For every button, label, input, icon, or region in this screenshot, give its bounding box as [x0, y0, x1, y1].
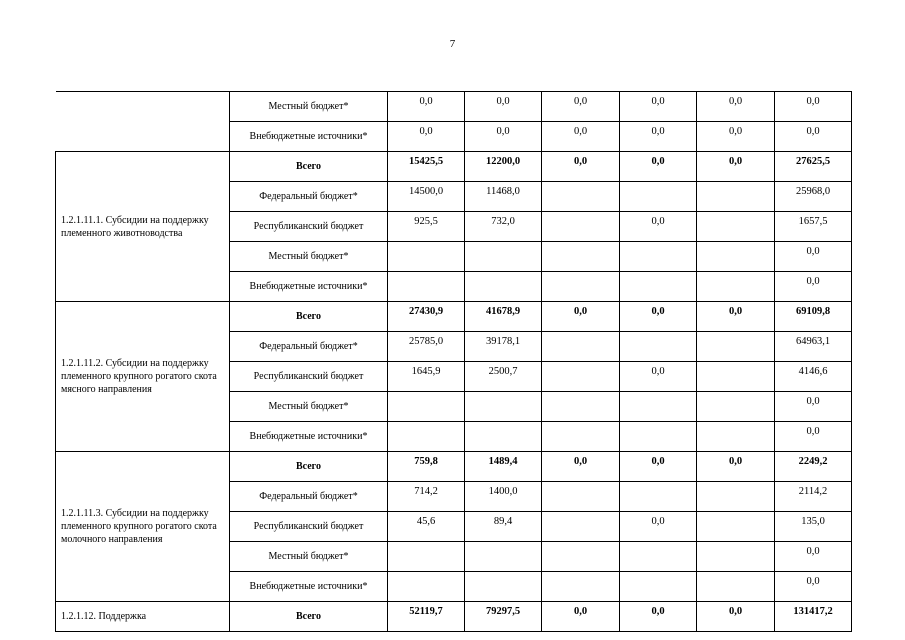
value-cell	[388, 422, 465, 452]
value-cell: 0,0	[620, 512, 697, 542]
value-cell	[465, 272, 542, 302]
value-cell	[697, 392, 775, 422]
table-row	[56, 302, 852, 332]
funding-source: Федеральный бюджет*	[230, 182, 388, 212]
value-cell	[542, 212, 620, 242]
program-name-cell: 1.2.1.11.2. Субсидии на поддержку племенного крупного рогатого скота мясного направления	[56, 302, 230, 452]
value-cell: 714,2	[388, 482, 465, 512]
value-cell	[620, 242, 697, 272]
value-cell	[620, 272, 697, 302]
value-cell	[542, 422, 620, 452]
value-cell: 0,0	[542, 92, 620, 122]
value-cell: 0,0	[620, 602, 697, 632]
funding-source: Всего	[230, 152, 388, 182]
funding-source: Всего	[230, 302, 388, 332]
table-row	[56, 152, 852, 182]
value-cell: 1645,9	[388, 362, 465, 392]
total-cell: 0,0	[775, 92, 852, 122]
value-cell: 15425,5	[388, 152, 465, 182]
funding-source: Всего	[230, 602, 388, 632]
value-cell: 0,0	[465, 122, 542, 152]
value-cell	[388, 392, 465, 422]
funding-source: Внебюджетные источники*	[230, 122, 388, 152]
value-cell	[542, 572, 620, 602]
value-cell	[388, 572, 465, 602]
value-cell: 39178,1	[465, 332, 542, 362]
value-cell: 732,0	[465, 212, 542, 242]
value-cell: 27430,9	[388, 302, 465, 332]
value-cell	[697, 332, 775, 362]
funding-source: Федеральный бюджет*	[230, 482, 388, 512]
value-cell: 0,0	[542, 122, 620, 152]
funding-source: Внебюджетные источники*	[230, 572, 388, 602]
total-cell: 69109,8	[775, 302, 852, 332]
program-name-cell: 1.2.1.12. Поддержка	[56, 602, 230, 632]
funding-source: Республиканский бюджет	[230, 212, 388, 242]
value-cell: 0,0	[465, 92, 542, 122]
value-cell: 0,0	[620, 452, 697, 482]
total-cell: 131417,2	[775, 602, 852, 632]
value-cell: 25785,0	[388, 332, 465, 362]
value-cell	[465, 542, 542, 572]
value-cell: 0,0	[542, 452, 620, 482]
value-cell: 11468,0	[465, 182, 542, 212]
value-cell	[620, 332, 697, 362]
value-cell	[697, 482, 775, 512]
table-row	[56, 452, 852, 482]
value-cell: 12200,0	[465, 152, 542, 182]
value-cell	[542, 542, 620, 572]
page-number: 7	[449, 38, 456, 50]
value-cell	[620, 542, 697, 572]
total-cell: 4146,6	[775, 362, 852, 392]
value-cell	[542, 332, 620, 362]
total-cell: 0,0	[775, 392, 852, 422]
value-cell	[697, 242, 775, 272]
value-cell: 14500,0	[388, 182, 465, 212]
value-cell	[697, 512, 775, 542]
value-cell	[697, 422, 775, 452]
total-cell: 0,0	[775, 242, 852, 272]
value-cell	[620, 392, 697, 422]
value-cell: 0,0	[697, 602, 775, 632]
value-cell	[620, 572, 697, 602]
program-name-cell: 1.2.1.11.3. Субсидии на поддержку племенного крупного рогатого скота молочного направления	[56, 452, 230, 602]
funding-source: Федеральный бюджет*	[230, 332, 388, 362]
value-cell	[542, 362, 620, 392]
program-name-cell	[56, 92, 230, 152]
value-cell: 41678,9	[465, 302, 542, 332]
funding-source: Всего	[230, 452, 388, 482]
total-cell: 0,0	[775, 272, 852, 302]
value-cell: 1489,4	[465, 452, 542, 482]
value-cell: 0,0	[388, 92, 465, 122]
value-cell: 52119,7	[388, 602, 465, 632]
value-cell	[542, 482, 620, 512]
funding-source: Республиканский бюджет	[230, 362, 388, 392]
budget-table	[55, 91, 852, 632]
value-cell	[620, 182, 697, 212]
total-cell: 0,0	[775, 422, 852, 452]
value-cell: 1400,0	[465, 482, 542, 512]
total-cell: 0,0	[775, 542, 852, 572]
total-cell: 0,0	[775, 572, 852, 602]
value-cell: 45,6	[388, 512, 465, 542]
value-cell	[542, 392, 620, 422]
total-cell: 2249,2	[775, 452, 852, 482]
value-cell	[697, 212, 775, 242]
total-cell: 1657,5	[775, 212, 852, 242]
value-cell: 0,0	[620, 92, 697, 122]
value-cell: 0,0	[620, 122, 697, 152]
value-cell	[465, 572, 542, 602]
value-cell	[697, 572, 775, 602]
value-cell	[620, 422, 697, 452]
funding-source: Местный бюджет*	[230, 392, 388, 422]
total-cell: 135,0	[775, 512, 852, 542]
value-cell: 0,0	[620, 152, 697, 182]
value-cell: 2500,7	[465, 362, 542, 392]
total-cell: 2114,2	[775, 482, 852, 512]
funding-source: Местный бюджет*	[230, 242, 388, 272]
value-cell	[388, 272, 465, 302]
value-cell	[465, 422, 542, 452]
value-cell	[542, 242, 620, 272]
table-row	[56, 92, 852, 122]
value-cell	[465, 242, 542, 272]
value-cell	[697, 362, 775, 392]
funding-source: Внебюджетные источники*	[230, 272, 388, 302]
total-cell: 64963,1	[775, 332, 852, 362]
value-cell: 0,0	[697, 152, 775, 182]
value-cell: 0,0	[388, 122, 465, 152]
total-cell: 27625,5	[775, 152, 852, 182]
value-cell: 0,0	[697, 92, 775, 122]
value-cell: 0,0	[542, 602, 620, 632]
value-cell: 0,0	[697, 122, 775, 152]
funding-source: Республиканский бюджет	[230, 512, 388, 542]
value-cell	[542, 272, 620, 302]
value-cell: 0,0	[620, 212, 697, 242]
value-cell	[542, 182, 620, 212]
value-cell: 0,0	[697, 452, 775, 482]
value-cell: 0,0	[620, 302, 697, 332]
funding-source: Внебюджетные источники*	[230, 422, 388, 452]
total-cell: 25968,0	[775, 182, 852, 212]
program-name-cell: 1.2.1.11.1. Субсидии на поддержку племенного животноводства	[56, 152, 230, 302]
value-cell	[542, 512, 620, 542]
total-cell: 0,0	[775, 122, 852, 152]
value-cell: 759,8	[388, 452, 465, 482]
value-cell	[388, 542, 465, 572]
value-cell	[697, 542, 775, 572]
value-cell	[465, 392, 542, 422]
value-cell: 0,0	[542, 152, 620, 182]
funding-source: Местный бюджет*	[230, 92, 388, 122]
funding-source: Местный бюджет*	[230, 542, 388, 572]
table-row	[56, 602, 852, 632]
value-cell	[697, 182, 775, 212]
value-cell: 0,0	[542, 302, 620, 332]
value-cell	[697, 272, 775, 302]
value-cell: 0,0	[620, 362, 697, 392]
value-cell	[388, 242, 465, 272]
value-cell: 0,0	[697, 302, 775, 332]
value-cell: 79297,5	[465, 602, 542, 632]
value-cell: 89,4	[465, 512, 542, 542]
value-cell: 925,5	[388, 212, 465, 242]
value-cell	[620, 482, 697, 512]
